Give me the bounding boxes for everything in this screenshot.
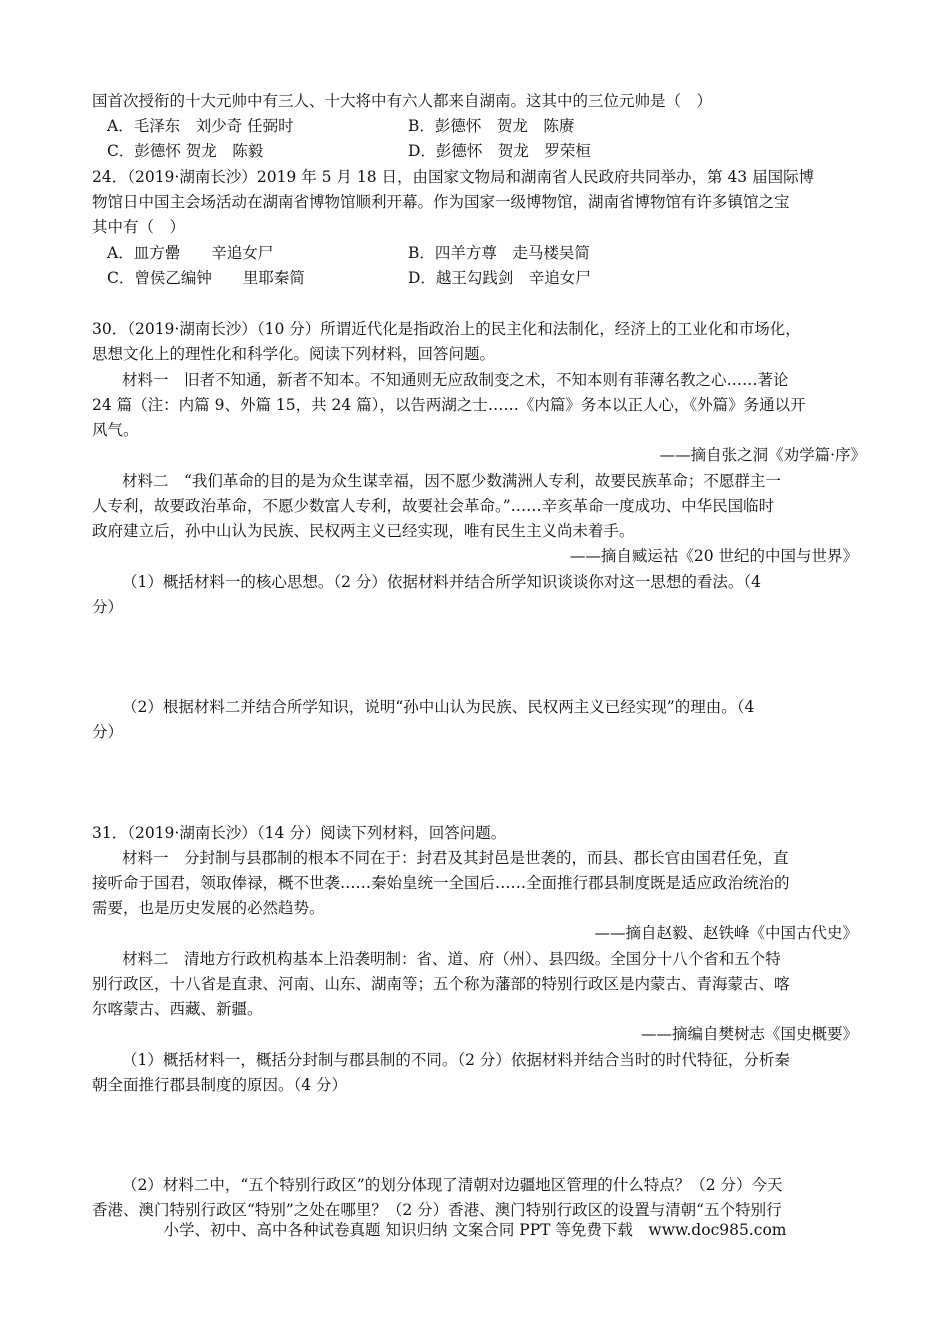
q31-sub-question-1-line-1: （1）概括材料一，概括分封制与郡县制的不同。（2 分）依据材料并结合当时的时代特征，分析秦 bbox=[122, 1051, 790, 1069]
q30-line-1: 30．（2019·湖南长沙）（10 分）所谓近代化是指政治上的民主化和法制化，经济上的工业化和市场化， bbox=[92, 320, 801, 338]
q31-sub-question-2-line-1: （2）材料二中，“五个特别行政区”的划分体现了清朝对边疆地区管理的什么特点？（2 分）今天 bbox=[122, 1176, 783, 1194]
q23-option-a: A．毛泽东 刘少奇 任弼时 bbox=[107, 117, 294, 135]
q31-material-2-source: ——摘编自樊树志《国史概要》 bbox=[640, 1025, 858, 1043]
q30-line-2: 思想文化上的理性化和科学化。阅读下列材料，回答问题。 bbox=[92, 345, 496, 363]
q24-option-b: B．四羊方尊 走马楼吴简 bbox=[408, 244, 590, 262]
q30-sub-question-1-line-2: 分） bbox=[92, 598, 124, 616]
q30-material-1-source: ——摘自张之洞《劝学篇·序》 bbox=[659, 446, 866, 464]
q31-material-2-line-2: 别行政区，十八省是直隶、河南、山东、湖南等；五个称为藩部的特别行政区是内蒙古、青海蒙古、喀 bbox=[92, 975, 790, 993]
q30-sub-question-1-line-1: （1）概括材料一的核心思想。（2 分）依据材料并结合所学知识谈谈你对这一思想的看法。（4 bbox=[122, 573, 762, 591]
q23-stem: 国首次授衔的十大元帅中有三人、十大将中有六人都来自湖南。这其中的三位元帅是（ ） bbox=[92, 92, 713, 110]
q24-line-2: 物馆日中国主会场活动在湖南省博物馆顺利开幕。作为国家一级博物馆，湖南省博物馆有许多镇馆之宝 bbox=[92, 193, 790, 211]
q31-material-2-line-1: 材料二 清地方行政机构基本上沿袭明制：省、道、府（州）、县四级。全国分十八个省和五个特 bbox=[122, 950, 781, 968]
q30-sub-question-2-line-2: 分） bbox=[92, 723, 124, 741]
q23-option-c: C．彭德怀 贺龙 陈毅 bbox=[107, 142, 264, 160]
q24-option-c: C．曾侯乙编钟 里耶秦简 bbox=[107, 269, 305, 287]
q24-line-3: 其中有（ ） bbox=[92, 218, 186, 236]
q30-material-2-line-2: 人专利，故要政治革命，不愿少数富人专利，故要社会革命。”……辛亥革命一度成功、中华民国临时 bbox=[92, 497, 775, 515]
q31-sub-question-2-line-2: 香港、澳门特别行政区“特别”之处在哪里？（2 分）香港、澳门特别行政区的设置与清朝“五个特别行 bbox=[92, 1201, 782, 1219]
q30-sub-question-2-line-1: （2）根据材料二并结合所学知识，说明“孙中山认为民族、民权两主义已经实现”的理由。（4 bbox=[122, 698, 755, 716]
q31-line-1: 31．（2019·湖南长沙）（14 分）阅读下列材料，回答问题。 bbox=[92, 824, 507, 842]
q30-material-1-line-3: 风气。 bbox=[92, 421, 139, 439]
q31-material-2-line-3: 尔喀蒙古、西藏、新疆。 bbox=[92, 1000, 263, 1018]
q31-material-1-line-3: 需要，也是历史发展的必然趋势。 bbox=[92, 899, 325, 917]
q31-material-1-line-1: 材料一 分封制与县郡制的根本不同在于：封君及其封邑是世袭的，而县、郡长官由国君任免，直 bbox=[122, 849, 789, 867]
q30-material-1-line-1: 材料一 旧者不知通，新者不知本。不知通则无应敌制变之术，不知本则有菲薄名教之心……著论 bbox=[122, 371, 789, 389]
q31-sub-question-1-line-2: 朝全面推行郡县制度的原因。（4 分） bbox=[92, 1076, 348, 1094]
page-footer: 小学、初中、高中各种试卷真题 知识归纳 文案合同 PPT 等免费下载 www.doc985.com bbox=[163, 1221, 787, 1239]
q23-option-d: D．彭德怀 贺龙 罗荣桓 bbox=[408, 142, 591, 160]
q24-option-a: A．皿方罍 辛追女尸 bbox=[107, 244, 274, 262]
q24-option-d: D．越王勾践剑 辛追女尸 bbox=[408, 269, 591, 287]
q30-material-2-line-3: 政府建立后，孙中山认为民族、民权两主义已经实现，唯有民生主义尚未着手。 bbox=[92, 522, 635, 540]
q24-line-1: 24．（2019·湖南长沙）2019 年 5 月 18 日，由国家文物局和湖南省人民政府共同举办，第 43 届国际博 bbox=[92, 168, 815, 186]
q31-material-1-source: ——摘自赵毅、赵铁峰《中国古代史》 bbox=[594, 924, 858, 942]
q23-option-b: B．彭德怀 贺龙 陈赓 bbox=[408, 117, 575, 135]
q31-material-1-line-2: 接听命于国君，领取俸禄，概不世袭……秦始皇统一全国后……全面推行郡县制度既是适应政治统治的 bbox=[92, 874, 790, 892]
q30-material-2-source: ——摘自臧运祜《20 世纪的中国与世界》 bbox=[569, 547, 858, 565]
q30-material-2-line-1: 材料二 “我们革命的目的是为众生谋幸福，因不愿少数满洲人专利，故要民族革命；不愿群主一 bbox=[122, 472, 781, 490]
q30-material-1-line-2: 24 篇（注：内篇 9、外篇 15，共 24 篇），以告两湖之士……《内篇》务本以正人心，《外篇》务通以开 bbox=[92, 396, 806, 414]
